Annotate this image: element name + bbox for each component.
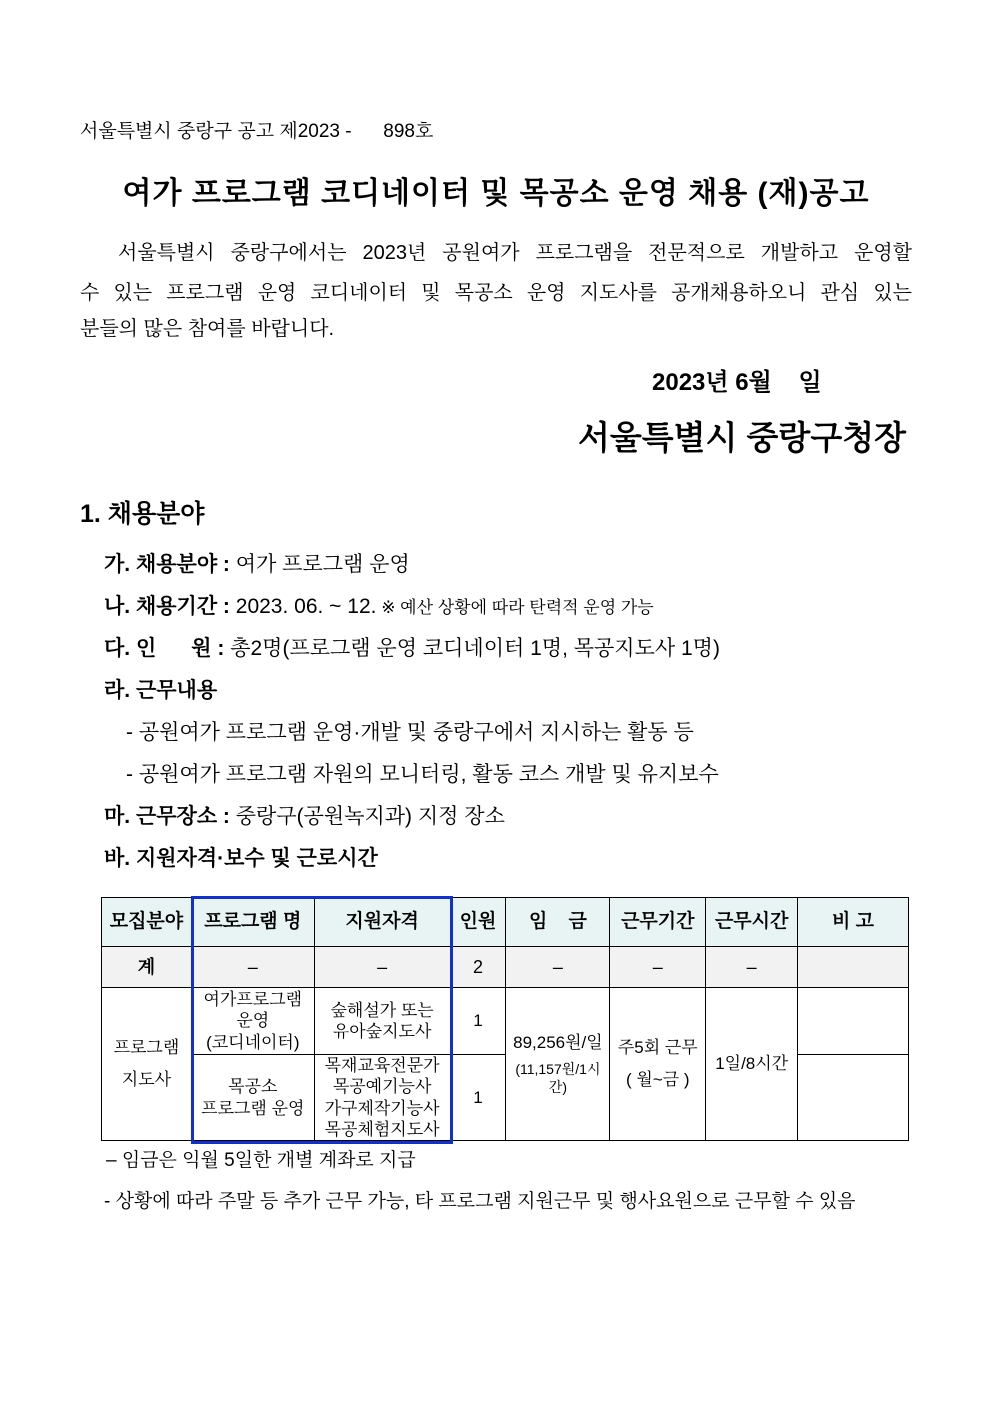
column-header: 모집분야 [102, 898, 192, 947]
note-line: - 상황에 따라 주말 등 추가 근무 가능, 타 프로그램 지원근무 및 행사요원으로 근무할 수 있음 [104, 1191, 856, 1212]
notice-date: 2023년 6월 일 [652, 369, 822, 396]
intro-line: 분들의 많은 참여를 바랍니다. [80, 318, 335, 340]
item-label: 나. 채용기간 : [104, 595, 230, 618]
item-value: 총2명(프로그램 운영 코디네이터 1명, 목공지도사 1명) [224, 637, 720, 660]
table-cell [798, 988, 909, 1055]
table-cell [798, 947, 909, 988]
wage-daily: 89,256원/일 [513, 1032, 603, 1052]
duty-line: - 공원여가 프로그램 운영·개발 및 중랑구에서 지시하는 활동 등 [126, 721, 694, 744]
table-cell: 2 [450, 947, 506, 988]
notice-number: 서울특별시 중랑구 공고 제2023 - 898호 [80, 121, 434, 142]
item-period [104, 590, 654, 620]
table-cell: – [610, 947, 706, 988]
table-cell: 여가프로그램 운영 (코디네이터) [191, 988, 314, 1055]
table-cell [798, 1055, 909, 1141]
item-location [104, 800, 505, 830]
duty-line: - 공원여가 프로그램 자원의 모니터링, 활동 코스 개발 및 유지보수 [126, 763, 719, 786]
table-cell: 계 [102, 947, 192, 988]
table-cell: 프로그램 지도사 [102, 988, 192, 1141]
total-row [102, 947, 909, 988]
section-heading: 1. 채용분야 [80, 500, 205, 528]
item-label: 다. 인 원 : [104, 637, 225, 660]
table-cell [506, 988, 610, 1141]
table-row [102, 988, 909, 1055]
table-cell: 1 [450, 1055, 506, 1141]
table-cell: 목공소 프로그램 운영 [191, 1055, 314, 1141]
item-field [104, 548, 410, 578]
table-cell: 목재교육전문가 목공예기능사 가구제작기능사 목공체험지도사 [314, 1055, 450, 1141]
column-header: 근무시간 [706, 898, 798, 947]
table-cell: 1 [450, 988, 506, 1055]
table-cell: – [314, 947, 450, 988]
table-cell: – [506, 947, 610, 988]
intro-line: 수 있는 프로그램 운영 코디네이터 및 목공소 운영 지도사를 공개채용하오니 관심 있는 [80, 282, 912, 304]
column-header: 지원자격 [314, 898, 450, 947]
note-line: – 임금은 익월 5일한 개별 계좌로 지급 [106, 1150, 416, 1171]
intro-line: 서울특별시 중랑구에서는 2023년 공원여가 프로그램을 전문적으로 개발하고 운영할 [118, 242, 912, 264]
item-headcount [104, 632, 720, 662]
item-value: 2023. 06. ~ 12. [229, 595, 377, 618]
item-qualification [104, 842, 378, 872]
page-title: 여가 프로그램 코디네이터 및 목공소 운영 채용 (재)공고 [122, 177, 870, 210]
column-header: 비 고 [798, 898, 909, 947]
item-value: 여가 프로그램 운영 [229, 553, 410, 576]
item-label: 바. 지원자격·보수 및 근로시간 [104, 847, 378, 870]
column-header: 임 금 [506, 898, 610, 947]
item-duties [104, 674, 217, 704]
table-cell: 숲해설가 또는 유아숲지도사 [314, 988, 450, 1055]
table-cell: 1일/8시간 [706, 988, 798, 1141]
wage-hourly: (11,157원/1시 간) [515, 1061, 601, 1095]
item-label: 가. 채용분야 : [104, 553, 230, 576]
recruitment-table [101, 897, 909, 1141]
table-cell: 주5회 근무 ( 월~금 ) [610, 988, 706, 1141]
item-label: 마. 근무장소 : [104, 805, 230, 828]
table-cell: – [706, 947, 798, 988]
table-cell: – [191, 947, 314, 988]
item-note: ※ 예산 상황에 따라 탄력적 운영 가능 [376, 598, 654, 617]
column-header: 인원 [450, 898, 506, 947]
column-header: 프로그램 명 [191, 898, 314, 947]
column-header: 근무기간 [610, 898, 706, 947]
issuer: 서울특별시 중랑구청장 [578, 419, 906, 456]
item-value: 중랑구(공원녹지과) 지정 장소 [229, 805, 505, 828]
table-header-row [102, 898, 909, 947]
item-label: 라. 근무내용 [104, 679, 218, 702]
